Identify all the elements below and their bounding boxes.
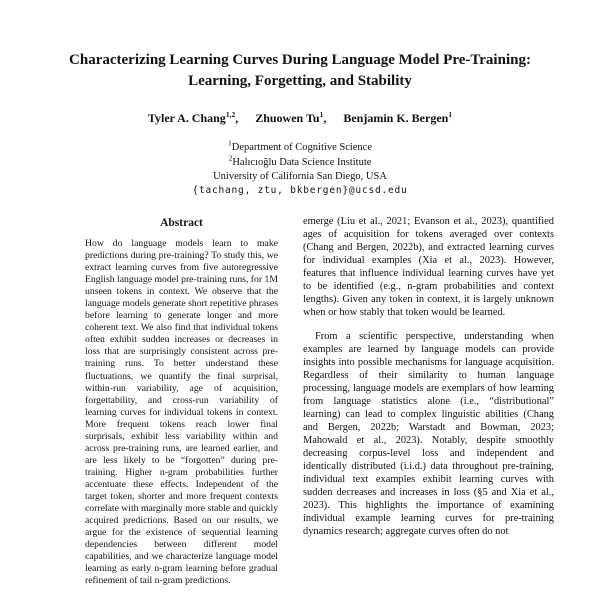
paper-title-line1: Characterizing Learning Curves During Language Model Pre-Training: [69, 52, 531, 68]
affiliation-3-text: University of California San Diego, USA [213, 171, 387, 183]
author-2-separator: , [323, 111, 327, 125]
affiliation-2 [0, 153, 600, 171]
abstract-section [85, 217, 278, 587]
affiliation-1 [0, 138, 600, 156]
abstract-text: How do language models learn to make predictions during pre-training? To study this, we extract learning curves from five autoregressive English language model pre-training runs, for 1M unseen tokens in context. We observe that the language models generate short repetitive phrases before learning to generate longer and more coherent text. We also find that individual tokens often exhibit sudden increases or decreases in loss that are surprisingly consistent across pre-training runs. To better understand these fluctuations, we quantify the final surprisal, within-run variability, age of acquisition, forgettability, and cross-run variability of learning curves for individual tokens in context. More frequent tokens reach lower final surprisals, exhibit less variability within and across pre-training runs, are learned earlier, and are less likely to be “forgotten” during pre-training. Higher n-gram probabilities further accentuate these effects. Independent of the target token, shorter and more frequent contexts correlate with marginally more stable and quickly acquired predictions. Based on our results, we argue for the existence of sequential learning dependencies between different model capabilities, and we characterize language model learning as early n-gram learning before gradual refinement of tail n-gram predictions. [85, 238, 278, 587]
author-3-name: Benjamin K. Bergen [343, 111, 449, 125]
affiliation-2-marker: 2 [228, 153, 233, 163]
author-2-affiliation-marker: 1 [319, 110, 324, 119]
author-1 [148, 110, 238, 126]
abstract-heading: Abstract [160, 217, 203, 229]
affiliation-1-marker: 1 [228, 138, 232, 148]
intro-paragraph-2: From a scientific perspective, understanding when examples are learned by language models can provide insights into possible mechanisms for language acquisition. Regardless of their similarity to human language processing, language models are exemplars of how learning from language statistics alone (i.e., “distributional” learning) can lead to complex linguistic abilities (Chang and Bergen, 2022b; Warstadt and Bowman, 2023; Mahowald et al., 2023). Notably, despite smoothly decreasing corpus-level loss and independent and identically distributed (i.i.d.) data throughout pre-training, individual text examples exhibit learning curves with sudden decreases and increases in loss (§5 and Xia et al., 2023). This highlights the importance of examining individual example learning curves for pre-training dynamics research; aggregate curves often do not [303, 331, 554, 537]
affiliation-3 [0, 170, 600, 185]
author-1-separator: , [235, 111, 239, 125]
intro-paragraph-1: emerge (Liu et al., 2021; Evanson et al., 2023), quantified ages of acquisition for tokens averaged over contexts (Chang and Bergen, 2022b), and extracted learning curves for individual examples (Xia et al., 2023). However, features that influence individual learning curves have yet to be identified (e.g., n-gram probabilities and context lengths). Given any token in context, it is largely unknown when or how stably that token would be learned. [303, 216, 554, 318]
contact-emails: {tachang, ztu, bkbergen}@ucsd.edu [192, 185, 408, 196]
author-3 [343, 110, 452, 126]
affiliation-block [0, 138, 600, 185]
paper-title-line2: Learning, Forgetting, and Stability [188, 73, 412, 89]
author-list [0, 110, 600, 126]
affiliation-1-text: Department of Cognitive Science [231, 142, 372, 153]
author-2 [255, 110, 326, 126]
author-2-name: Zhuowen Tu [255, 111, 320, 125]
introduction-column [303, 215, 554, 538]
affiliation-2-text: Halıcıoğlu Data Science Institute [232, 156, 372, 168]
author-1-name: Tyler A. Chang [147, 111, 226, 125]
author-3-affiliation-marker: 1 [448, 110, 453, 119]
paper-title [30, 50, 570, 92]
author-1-affiliation-marker: 1,2 [225, 110, 236, 119]
